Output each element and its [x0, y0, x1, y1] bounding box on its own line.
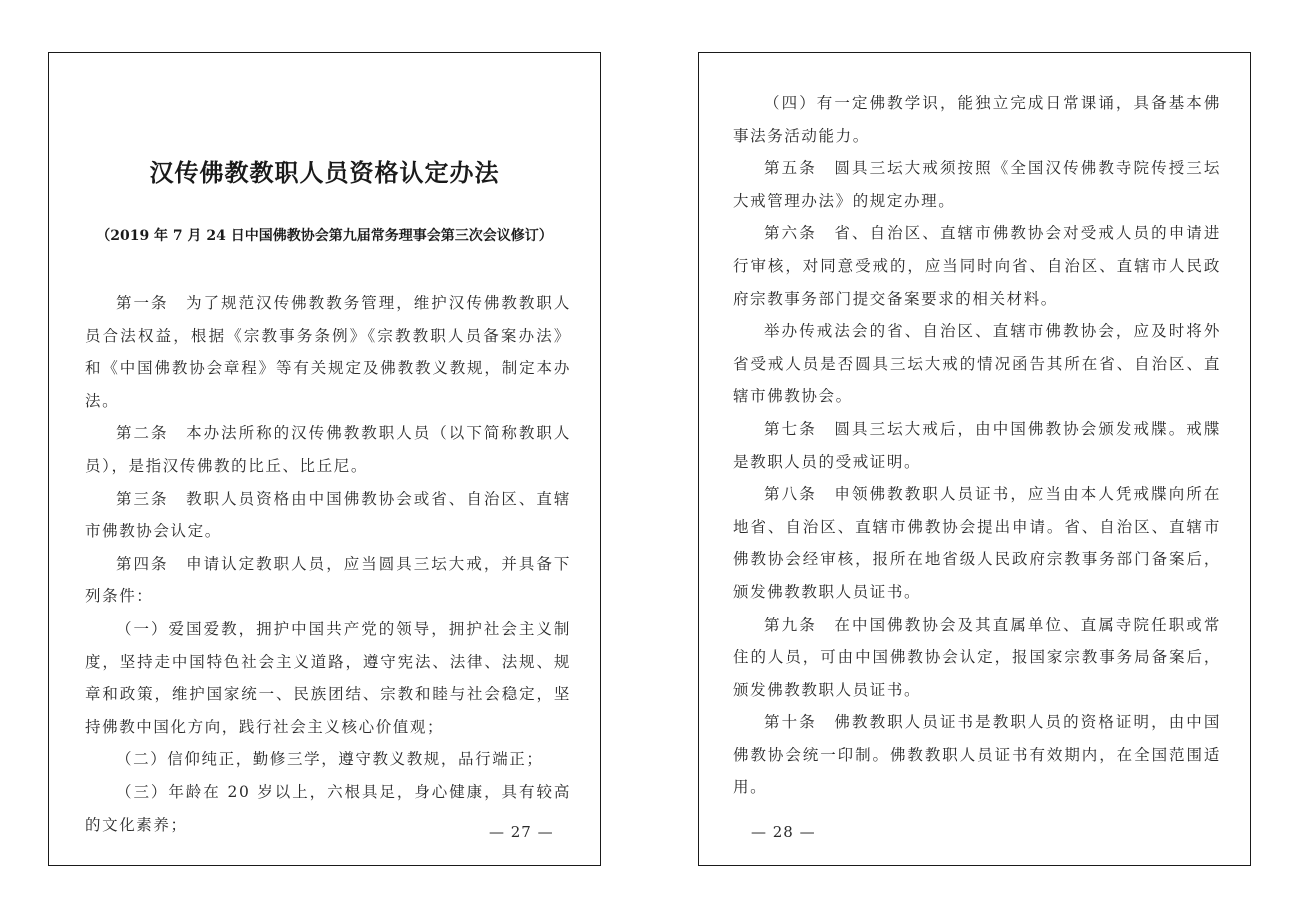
condition-4: （四）有一定佛教学识，能独立完成日常课诵，具备基本佛事法务活动能力。: [733, 94, 1221, 145]
article-6-paragraph-2: 举办传戒法会的省、自治区、直辖市佛教协会，应及时将外省受戒人员是否圆具三坛大戒的情况函告其所在省、自治区、直辖市佛教协会。: [733, 322, 1221, 406]
page-number: — 27 —: [489, 823, 554, 841]
condition-1: （一）爱国爱教，拥护中国共产党的领导，拥护社会主义制度，坚持走中国特色社会主义道路，遵守宪法、法律、法规、规章和政策，维护国家统一、民族团结、宗教和睦与社会稳定，坚持佛教中国化方向，践行社会主义核心价值观；: [85, 619, 571, 736]
article-3: 第三条 教职人员资格由中国佛教协会或省、自治区、直辖市佛教协会认定。: [85, 489, 571, 541]
article-2: 第二条 本办法所称的汉传佛教教职人员（以下简称教职人员），是指汉传佛教的比丘、比丘尼。: [85, 424, 571, 475]
article-10: 第十条 佛教教职人员证书是教职人员的资格证明，由中国佛教协会统一印制。佛教教职人员证书有效期内，在全国范围适用。: [733, 713, 1221, 797]
article-7: 第七条 圆具三坛大戒后，由中国佛教协会颁发戒牒。戒牒是教职人员的受戒证明。: [733, 419, 1221, 471]
article-1: 第一条 为了规范汉传佛教教务管理，维护汉传佛教教职人员合法权益，根据《宗教事务条例》《宗教教职人员备案办法》和《中国佛教协会章程》等有关规定及佛教教义教规，制定本办法。: [85, 294, 571, 410]
page-body: [733, 87, 1221, 804]
article-8: 第八条 申领佛教教职人员证书，应当由本人凭戒牒向所在地省、自治区、直辖市佛教协会提出申请。省、自治区、直辖市佛教协会经审核，报所在地省级人民政府宗教事务部门备案后，颁发佛教教职人员证书。: [733, 485, 1221, 601]
article-4: 第四条 申请认定教职人员，应当圆具三坛大戒，并具备下列条件：: [85, 554, 571, 606]
page-body: [85, 287, 571, 841]
article-9: 第九条 在中国佛教协会及其直属单位、直属寺院任职或常住的人员，可由中国佛教协会认定，报国家宗教事务局备案后，颁发佛教教职人员证书。: [733, 615, 1221, 699]
document-page-right: [698, 52, 1251, 866]
condition-3: （三）年龄在 20 岁以上，六根具足，身心健康，具有较高的文化素养；: [85, 782, 571, 834]
document-subtitle: （2019 年 7 月 24 日中国佛教协会第九届常务理事会第三次会议修订）: [96, 228, 553, 244]
page-number: — 28 —: [751, 823, 816, 841]
article-6: 第六条 省、自治区、直辖市佛教协会对受戒人员的申请进行审核，对同意受戒的，应当同时向省、自治区、直辖市人民政府宗教事务部门提交备案要求的相关材料。: [733, 224, 1221, 308]
document-title: 汉传佛教教职人员资格认定办法: [149, 158, 500, 187]
document-page-left: [48, 52, 601, 866]
condition-2: （二）信仰纯正，勤修三学，遵守教义教规，品行端正；: [116, 750, 544, 769]
article-5: 第五条 圆具三坛大戒须按照《全国汉传佛教寺院传授三坛大戒管理办法》的规定办理。: [733, 159, 1221, 210]
